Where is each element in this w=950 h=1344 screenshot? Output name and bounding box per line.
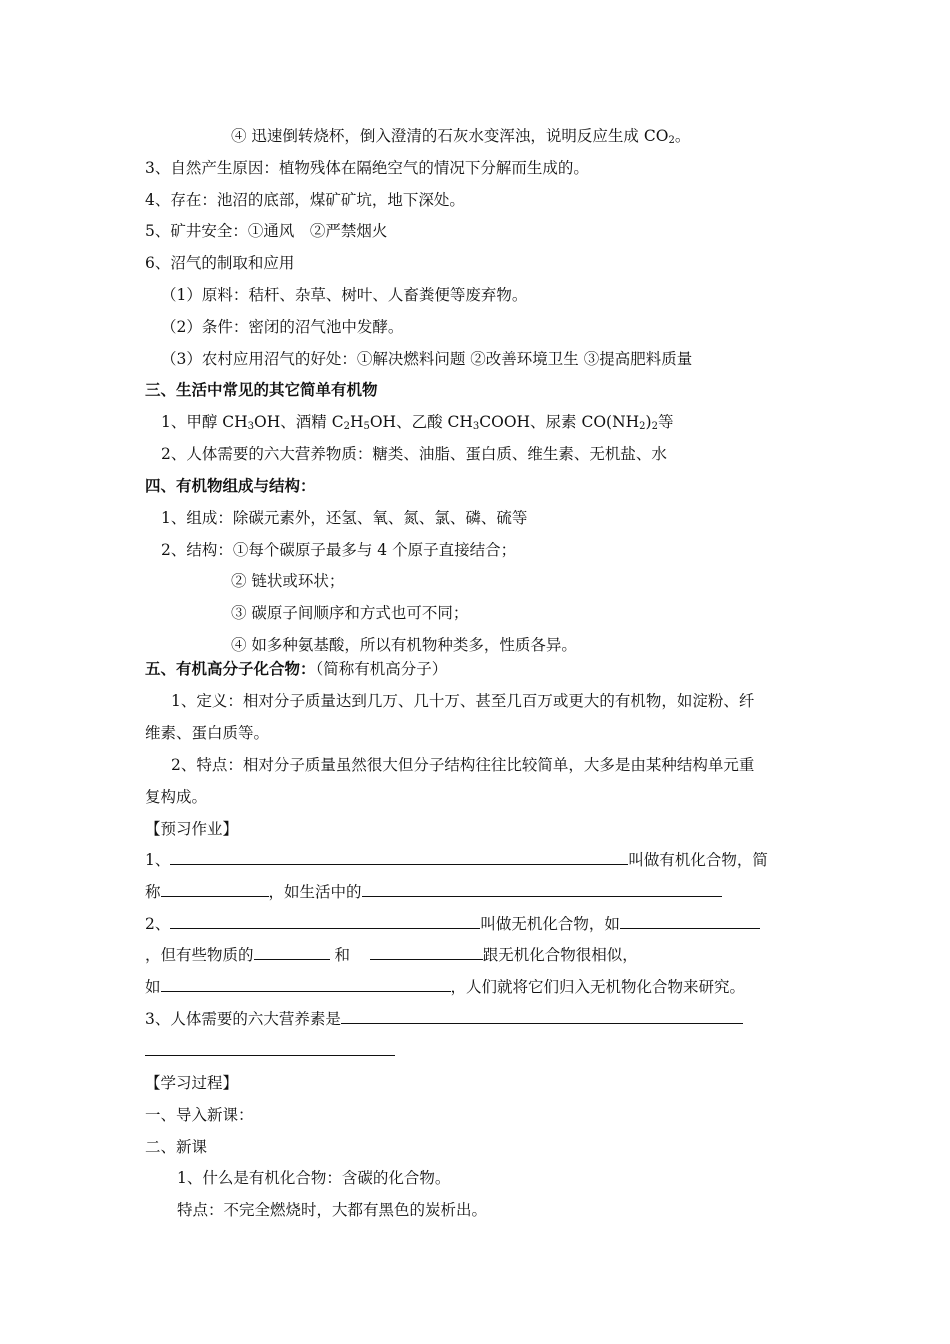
q2-blank-4[interactable]: [370, 945, 483, 960]
process-heading: 【学习过程】: [145, 1074, 239, 1092]
process-item-1: 1、什么是有机化合物：含碳的化合物。: [177, 1169, 451, 1187]
preview-q2-line-1: 2、 叫做无机化合物，如: [145, 914, 760, 934]
section-4-item-2: 2、结构：①每个碳原子最多与 4 个原子直接结合；: [161, 541, 517, 559]
q1-blank-1[interactable]: [170, 850, 628, 865]
item-6-3-benefits: （3）农村应用沼气的好处：①解决燃料问题 ②改善环境卫生 ③提高肥料质量: [161, 350, 693, 368]
item-6-1-material: （1）原料：秸杆、杂草、树叶、人畜粪便等废弃物。: [161, 286, 528, 304]
step-4-text: ④ 迅速倒转烧杯，倒入澄清的石灰水变浑浊，说明反应生成 CO: [231, 127, 669, 145]
section-5-def-1: 1、定义：相对分子质量达到几万、几十万、甚至几百万或更大的有机物，如淀粉、纤: [171, 692, 755, 710]
item-6-biogas: 6、沼气的制取和应用: [145, 254, 295, 272]
preview-q3-line-1: 3、人体需要的六大营养素是: [145, 1009, 743, 1029]
step-4-subscript: 2: [668, 135, 675, 146]
q2-blank-2[interactable]: [620, 914, 760, 929]
preview-q2-line-3: 如 ，人们就将它们归入无机物化合物来研究。: [145, 978, 746, 996]
q3-blank-2[interactable]: [145, 1055, 395, 1056]
preview-q1-line-1: 1、 叫做有机化合物，简: [145, 851, 768, 869]
section-4-item-2-b: ② 链状或环状；: [231, 572, 345, 590]
step-4-end: 。: [674, 127, 691, 145]
process-intro: 一、导入新课：: [145, 1106, 254, 1124]
section-3-item-2: 2、人体需要的六大营养物质：糖类、油脂、蛋白质、维生素、无机盐、水: [161, 445, 667, 463]
section-4-item-2-c: ③ 碳原子间顺序和方式也可不同；: [231, 604, 469, 622]
section-5-feat-2: 复构成。: [145, 788, 208, 806]
item-6-2-condition: （2）条件：密闭的沼气池中发酵。: [161, 318, 404, 336]
section-3-item-1: 1、甲醇 $CH_3OH$、酒精 $C_2H_5OH$、乙酸 $CH_3COOH$、尿素 $CO(NH_2)_2$等: [161, 413, 674, 432]
section-5-note: （简称有机高分子）: [315, 660, 448, 678]
process-new-lesson: 二、新课: [145, 1138, 208, 1156]
process-item-1-feature: 特点：不完全燃烧时，大都有黑色的炭析出。: [177, 1201, 488, 1219]
item-5-mine-safety: 5、矿井安全：①通风 ②严禁烟火: [145, 222, 388, 240]
section-3-heading: 三、生活中常见的其它简单有机物: [145, 381, 378, 399]
q1-blank-3[interactable]: [362, 882, 722, 897]
q1-blank-2[interactable]: [161, 882, 269, 897]
item-4-existence: 4、存在：池沼的底部，煤矿矿坑，地下深处。: [145, 191, 465, 209]
step-4-line: [231, 126, 690, 146]
q2-blank-5[interactable]: [161, 977, 451, 992]
q2-blank-3[interactable]: [254, 945, 330, 960]
q3-blank-1[interactable]: [341, 1009, 743, 1024]
q2-blank-1[interactable]: [170, 914, 480, 929]
section-4-item-2-d: ④ 如多种氨基酸，所以有机物种类多，性质各异。: [231, 636, 577, 654]
section-4-item-1: 1、组成：除碳元素外，还氢、氧、氮、氯、磷、硫等: [161, 509, 528, 527]
preview-heading: 【预习作业】: [145, 820, 239, 838]
section-5-def-2: 维素、蛋白质等。: [145, 724, 270, 742]
section-5-heading-line: [145, 659, 447, 679]
preview-q2-line-2: ，但有些物质的 和 跟无机化合物很相似，: [145, 946, 638, 964]
section-5-heading: 五、有机高分子化合物：: [145, 660, 316, 678]
item-3-origin: 3、自然产生原因：植物残体在隔绝空气的情况下分解而生成的。: [145, 159, 589, 177]
section-4-heading: 四、有机物组成与结构：: [145, 477, 316, 495]
preview-q1-line-2: 称 ，如生活中的: [145, 882, 722, 902]
section-5-feat-1: 2、特点：相对分子质量虽然很大但分子结构往往比较简单，大多是由某种结构单元重: [171, 756, 755, 774]
